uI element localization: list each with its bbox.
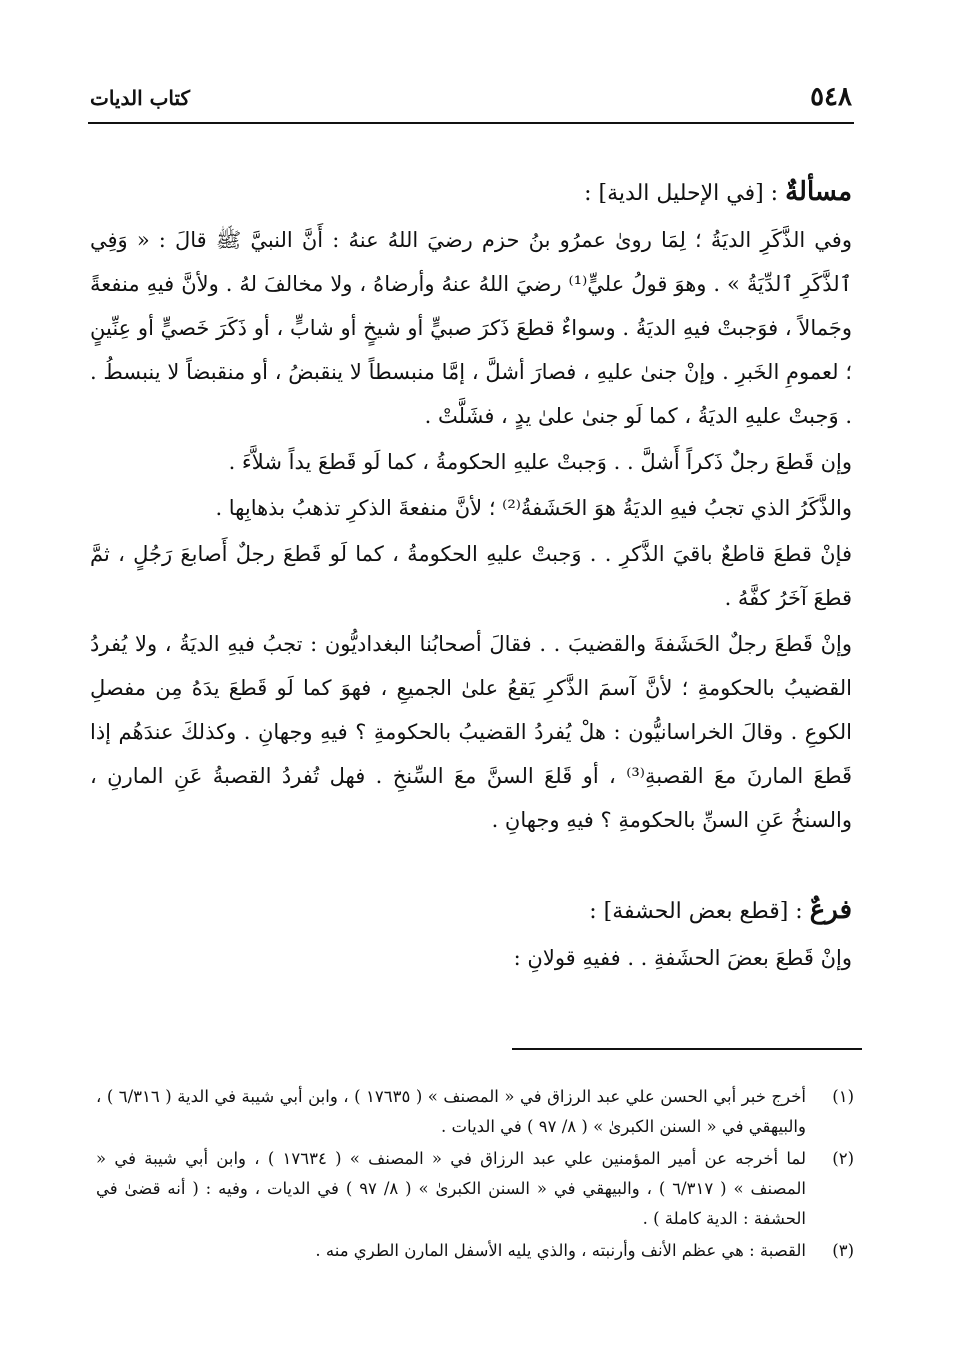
page-header xyxy=(90,82,852,118)
footnote-number: (٢) xyxy=(832,1149,854,1168)
paragraph: فإنْ قطعَ قاطعٌ باقيَ الذَّكرِ . . وَجبتْ عليهِ الحكومةُ ، كما لَو قَطعَ رجلٌ أَصابعَ رَجُلٍ ، ثمَّ قطعَ آخَرُ كفَّهُ . xyxy=(90,542,852,610)
main-text xyxy=(90,160,852,980)
branch-text: وإنْ قَطعَ بعضَ الحشَفةِ . . ففيهِ قولانِ : xyxy=(513,946,852,970)
footnote xyxy=(96,1144,854,1234)
paragraph: وفي الذَّكَرِ الديَةُ ؛ لِمَا روىٰ عمرُو بنُ حزم رضيَ اللهُ عنهُ : أَنَّ النبيَّ ﷺ قالَ : « وَفِي ٱلذَّكَرِ ٱلدِّيَةُ » . وهوَ قولُ عليٍّ⁽¹⁾ رضيَ اللهُ عنهُ وأرضاهُ ، ولا مخالفَ لهُ . ولأنَّ فيهِ منفعةً وجَمالاً ، فوَجبتْ فيهِ الديَةُ . وسواءٌ قطعَ ذَكرَ صبيٍّ أو شيخٍ أو شابٍّ ، أو ذَكَرَ خَصيٍّ أو عِنِّينٍ ؛ لعمومِ الخَبرِ . وإنْ جنىٰ عليهِ ، فصارَ أشلَّ ، إمَّا منبسطاً لا ينقبضُ ، أو منقبضاً لا ينبسطُ . . وَجبتْ عليهِ الديَةُ ، كما لَو جنىٰ علىٰ يدٍ ، فشَلَّتْ . xyxy=(90,228,852,428)
paragraph: وإنْ قَطعَ رجلٌ الحَشَفةَ والقضيبَ . . فقالَ أصحابُنا البغداديُّون : تجبُ فيهِ الديَةُ ، ولا يُفردُ القضيبُ بالحكومةِ ؛ لأنَّ آسمَ الذَّكرِ يَقعُ علىٰ الجميعِ ، فهوَ كما لَو قَطعَ يدَهُ مِن مفصلِ الكوعِ . وقالَ الخراسانيُّون : هلْ يُفردُ القضيبُ بالحكومةِ ؟ فيهِ وجهانِ . وكذلكَ عندَهُم إذا قَطعَ المارنَ معَ القصبةِ⁽³⁾ ، أو قَلعَ السنَّ معَ السِّنخِ . فهل تُفردُ القصبةُ عَنِ المارنِ ، والسنخُ عَنِ السنِّ بالحكومةِ ؟ فيهِ وجهانِ . xyxy=(90,632,852,832)
footnote-number: (١) xyxy=(832,1087,854,1106)
footnote xyxy=(96,1082,854,1142)
branch-lead: فرعٌ xyxy=(809,895,852,925)
footnote-number: (٣) xyxy=(832,1241,854,1260)
footnote-rule xyxy=(512,1048,862,1050)
header-rule xyxy=(88,122,854,124)
section-lead: مسألةٌ xyxy=(785,177,852,207)
section-title: : [في الإحليل الدية] : xyxy=(584,181,779,206)
paragraph: وإن قَطعَ رجلٌ ذَكراً أَشلَّ . . وَجبتْ عليهِ الحكومةُ ، كما لَو قَطعَ يداً شلاَّءَ . xyxy=(228,450,852,474)
footnote-text: لما أخرجه عن أمير المؤمنين علي عبد الرزاق في « المصنف » ( ١٧٦٣٤ ) ، وابن أبي شيبة في « المصنف » ( ٦/٣١٧ ) ، والبيهقي في « السنن الكبرىٰ » ( ٨/ ٩٧ ) في الديات ، وفيه : ( أنه قضىٰ في الحشفة : الدية كاملة ) . xyxy=(96,1149,806,1228)
page-number: ٥٤٨ xyxy=(810,82,852,112)
running-title: كتاب الديات xyxy=(90,86,191,110)
footnote xyxy=(96,1236,854,1266)
paragraph: والذَّكَرُ الذي تجبُ فيهِ الديَةُ هوَ الحَشَفةُ⁽²⁾ ؛ لأنَّ منفعةَ الذكرِ تذهبُ بذهابِها . xyxy=(215,496,852,520)
branch-heading xyxy=(90,886,852,936)
section-heading xyxy=(90,168,852,218)
branch-title: : [قطع بعض الحشفة] : xyxy=(589,899,803,924)
footnote-text: أخرج خبر أبي الحسن علي عبد الرزاق في « المصنف » ( ١٧٦٣٥ ) ، وابن أبي شيبة في الدية ( ٦/٣١٦ ) ، والبيهقي في « السنن الكبرىٰ » ( ٨/ ٩٧ ) في الديات . xyxy=(96,1087,806,1136)
footnote-text: القصبة : هي عظم الأنف وأرنبته ، والذي يليه الأسفل المارن الطري منه . xyxy=(315,1241,806,1260)
footnotes xyxy=(96,1082,854,1268)
